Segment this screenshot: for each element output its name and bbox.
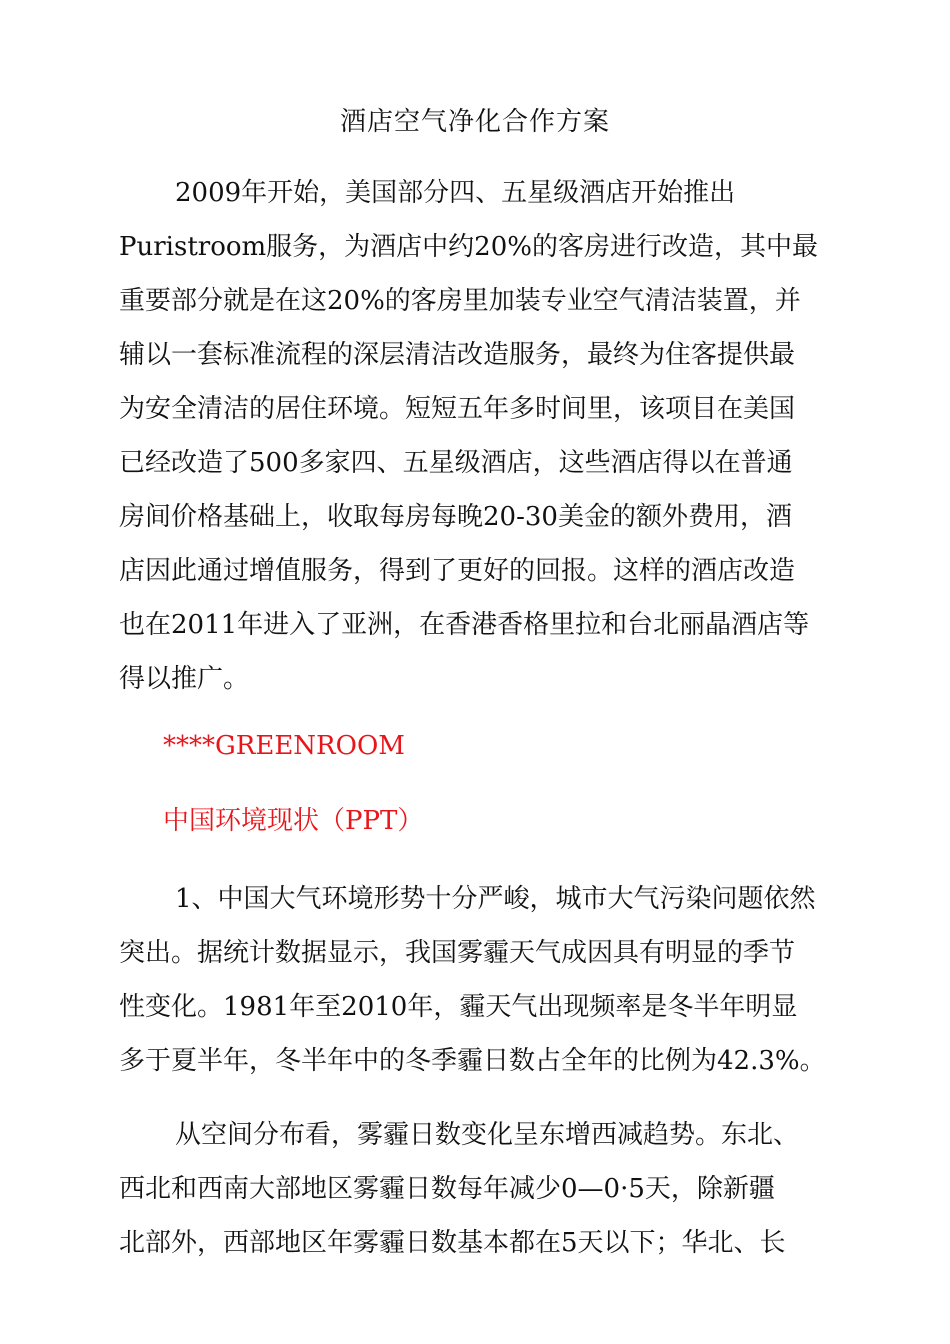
paragraph-line: 已经改造了500多家四、五星级酒店，这些酒店得以在普通 <box>119 448 793 478</box>
paragraph-line: 辅以一套标准流程的深层清洁改造服务，最终为住客提供最 <box>119 340 796 370</box>
paragraph-line: Puristroom服务，为酒店中约20%的客房进行改造，其中最 <box>119 232 818 262</box>
paragraph-spatial-distribution <box>119 1108 834 1270</box>
paragraph-line: 1、中国大气环境形势十分严峻，城市大气污染问题依然 <box>175 884 816 914</box>
paragraph-line: 为安全清洁的居住环境。短短五年多时间里，该项目在美国 <box>119 394 796 424</box>
paragraph-line: 从空间分布看，雾霾日数变化呈东增西减趋势。东北、 <box>175 1120 800 1150</box>
paragraph-line: 突出。据统计数据显示，我国雾霾天气成因具有明显的季节 <box>119 938 796 968</box>
paragraph-line: 得以推广。 <box>119 664 250 694</box>
paragraph-line: 也在2011年进入了亚洲，在香港香格里拉和台北丽晶酒店等 <box>119 610 810 640</box>
heading-china-environment: 中国环境现状（PPT） <box>163 806 424 836</box>
paragraph-puristroom <box>119 166 834 706</box>
paragraph-line: 2009年开始，美国部分四、五星级酒店开始推出 <box>175 178 736 208</box>
paragraph-line: 房间价格基础上，收取每房每晚20-30美金的额外费用，酒 <box>119 502 792 532</box>
paragraph-line: 多于夏半年，冬半年中的冬季霾日数占全年的比例为42.3%。 <box>119 1046 826 1076</box>
paragraph-line: 北部外，西部地区年雾霾日数基本都在5天以下；华北、长 <box>119 1228 786 1258</box>
paragraph-line: 重要部分就是在这20%的客房里加装专业空气清洁装置，并 <box>119 286 801 316</box>
document-title: 酒店空气净化合作方案 <box>339 107 610 137</box>
paragraph-air-environment <box>119 872 834 1088</box>
paragraph-line: 性变化。1981年至2010年，霾天气出现频率是冬半年明显 <box>119 992 798 1022</box>
paragraph-line: 店因此通过增值服务，得到了更好的回报。这样的酒店改造 <box>119 556 796 586</box>
heading-greenroom: ****GREENROOM <box>163 731 405 761</box>
paragraph-line: 西北和西南大部地区雾霾日数每年减少0—0·5天，除新疆 <box>119 1174 775 1204</box>
